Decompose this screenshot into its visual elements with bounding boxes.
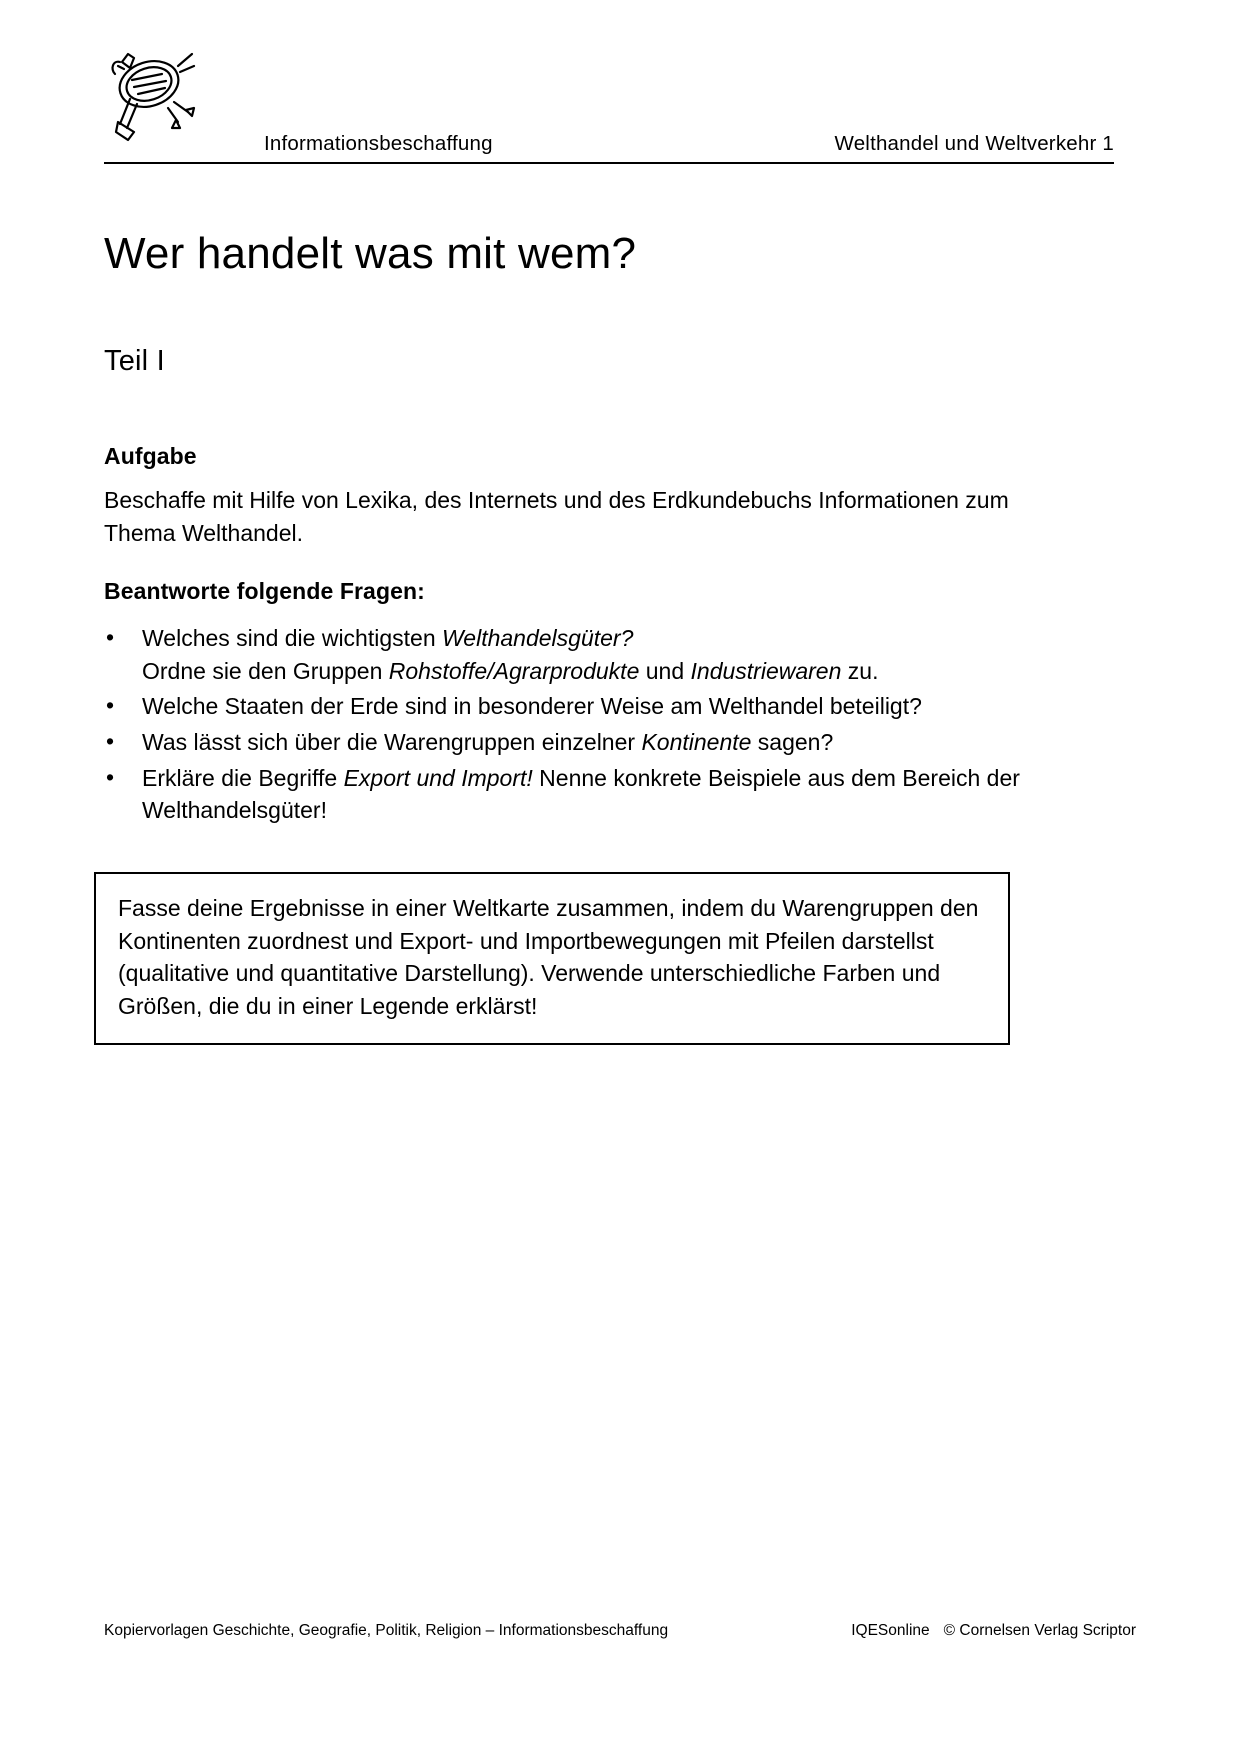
question-text: Erkläre die Begriffe [142,764,344,791]
list-item [104,726,1034,759]
question-text: sagen? [751,728,834,755]
question-text: Nenne konkrete Beispiele aus dem Bereich der Welthandelsgüter! [142,764,1020,824]
questions-heading: Beantworte folgende Fragen: [104,578,425,604]
question-text: Was lässt sich über die Warengruppen einzelner [142,728,642,755]
task-text: Beschaffe mit Hilfe von Lexika, des Internets und des Erdkundebuchs Informationen zum Thema Welthandel. [104,487,1009,546]
question-emphasis: Industriewaren [690,657,842,684]
page-title: Wer handelt was mit wem? [104,229,637,279]
question-text: zu. [841,657,879,684]
list-item [104,690,1034,723]
magnifier-book-icon [104,36,200,154]
page-header [104,36,1114,166]
question-text: Ordne sie den Gruppen [142,657,389,684]
question-text: Welche Staaten der Erde sind in besonderer Weise am Welthandel beteiligt? [142,693,922,720]
questions-list [104,622,1034,830]
question-emphasis: Export und Import! [343,764,533,791]
question-emphasis: Kontinente [641,728,752,755]
summary-instruction-text: Fasse deine Ergebnisse in einer Weltkarte zusammen, indem du Warengruppen den Kontinenten zuordnest und Export- und Importbewegungen mit Pfeilen darstellst (qualitative und quantitative Darstellung). Verwende unterschiedliche Farben und Größen, die du in einer Legende erklärst! [118,895,979,1019]
question-text: Welches sind die wichtigsten [142,625,442,651]
part-label: Teil I [104,345,165,377]
header-subject-label: Informationsbeschaffung [264,132,493,155]
list-item [104,622,1034,687]
question-text: und [639,657,691,684]
footer-copyright-label: © Cornelsen Verlag Scriptor [943,1622,1136,1639]
summary-instruction-box [94,872,1010,1045]
header-divider [104,162,1114,164]
list-item [104,762,1034,827]
question-emphasis: Rohstoffe/Agrarprodukte [388,657,640,684]
footer-source-label: Kopiervorlagen Geschichte, Geografie, Politik, Religion – Informationsbeschaffung [104,1622,669,1639]
footer-copyright [851,1622,1136,1640]
task-heading: Aufgabe [104,443,197,469]
question-emphasis: Welthandelsgüter? [442,625,634,651]
header-topic-label: Welthandel und Weltverkehr 1 [834,132,1114,155]
footer-brand-label: IQESonline [851,1622,930,1639]
